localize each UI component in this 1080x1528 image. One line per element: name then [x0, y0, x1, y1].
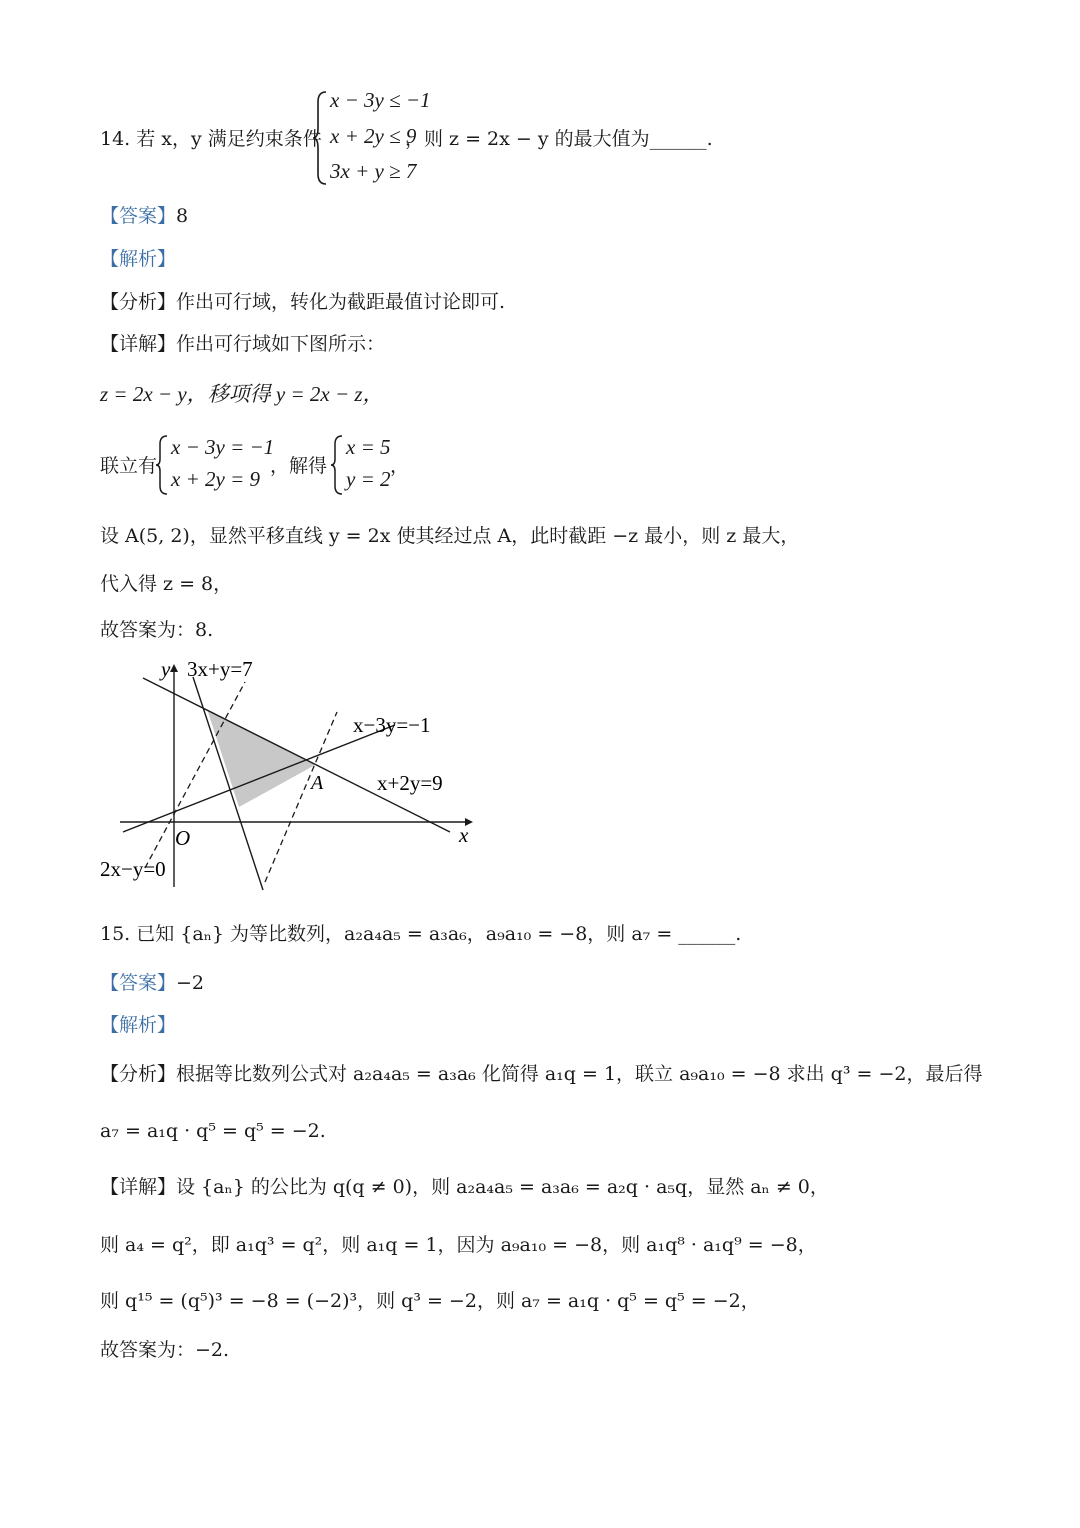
q14-line-dairu: 代入得 z = 8，: [100, 573, 233, 595]
point-a-label: A: [311, 772, 324, 794]
q15-xiangjie-3: 则 q¹⁵ = (q⁵)³ = −8 = (−2)³，则 q³ = −2，则 a₇ = a₁q · q⁵ = q⁵ = −2，: [100, 1290, 760, 1312]
q15-xiangjie-2: 则 a₄ = q²，即 a₁q³ = q²，则 a₁q = 1，因为 a₉a₁₀ = −8，则 a₁q⁸ · a₁q⁹ = −8，: [100, 1234, 817, 1256]
q15-xiangjie-1: 【详解】设 {aₙ} 的公比为 q(q ≠ 0)，则 a₂a₄a₅ = a₃a₆ = a₂q · a₅q，显然 aₙ ≠ 0，: [100, 1176, 829, 1198]
q14-prefix: 14. 若 x，y 满足约束条件: [100, 128, 322, 150]
q14-line-she: 设 A(5, 2)，显然平移直线 y = 2x 使其经过点 A，此时截距 −z 最小，则 z 最大，: [100, 525, 800, 547]
q14-answer: [100, 205, 188, 228]
q15-answer: [100, 972, 204, 995]
origin-label: O: [175, 826, 191, 850]
q14-jie-end: ，: [390, 455, 410, 477]
label-x-minus-3y: x−3y=−1: [353, 713, 431, 737]
line-shifted-through-a: [265, 712, 337, 882]
q15-question: 15. 已知 {aₙ} 为等比数列，a₂a₄a₅ = a₃a₆，a₉a₁₀ = −8，则 a₇ = ______.: [100, 923, 742, 945]
left-brace-icon: [330, 433, 344, 497]
answer-value: −2: [176, 972, 205, 994]
q14-lianli-system: [155, 433, 275, 497]
left-brace-icon: [312, 88, 328, 188]
q15-gu: 故答案为：−2.: [100, 1339, 230, 1361]
x-axis-label: x: [459, 823, 469, 847]
answer-value: 8: [176, 205, 189, 227]
feasible-region-figure: [95, 652, 495, 902]
constraint-2: x + 2y ≤ 9: [330, 124, 417, 148]
constraint-3: 3x + y ≥ 7: [330, 159, 417, 183]
y-axis-label: y: [161, 657, 171, 681]
q14-xiangjie: 【详解】作出可行域如下图所示：: [100, 333, 386, 355]
answer-tag: 【答案】: [100, 972, 177, 994]
constraint-1: x − 3y ≤ −1: [330, 88, 431, 112]
q14-jiede: ，解得: [270, 455, 328, 477]
q14-line1: z = 2x − y，移项得 y = 2x − z，: [100, 382, 384, 406]
solution-y: y = 2: [346, 467, 391, 491]
q15-fenxi-2: a₇ = a₁q · q⁵ = q⁵ = −2.: [100, 1120, 326, 1142]
y-axis-arrow-icon: [170, 664, 178, 672]
q15-fenxi-1: 【分析】根据等比数列公式对 a₂a₄a₅ = a₃a₆ 化简得 a₁q = 1，联立 a₉a₁₀ = −8 求出 q³ = −2，最后得: [100, 1063, 983, 1085]
q14-analysis-tag: 【解析】: [100, 248, 177, 270]
line-x-plus-2y-eq-9: [143, 678, 450, 832]
q14-fenxi: 【分析】作出可行域，转化为截距最值讨论即可.: [100, 291, 506, 313]
label-3x-plus-y: 3x+y=7: [187, 657, 253, 681]
q15-analysis-tag: 【解析】: [100, 1014, 177, 1036]
label-2x-minus-y: 2x−y=0: [100, 857, 166, 881]
left-brace-icon: [155, 433, 169, 497]
q14-line-gu: 故答案为：8.: [100, 619, 214, 641]
q14-lianli-prefix: 联立有: [100, 455, 158, 477]
label-x-plus-2y: x+2y=9: [377, 771, 443, 795]
solution-x: x = 5: [346, 435, 391, 459]
lianli-eq-1: x − 3y = −1: [171, 435, 275, 459]
answer-tag: 【答案】: [100, 205, 177, 227]
lianli-eq-2: x + 2y = 9: [171, 467, 260, 491]
q14-suffix: ，则 z = 2x − y 的最大值为______.: [405, 128, 713, 150]
